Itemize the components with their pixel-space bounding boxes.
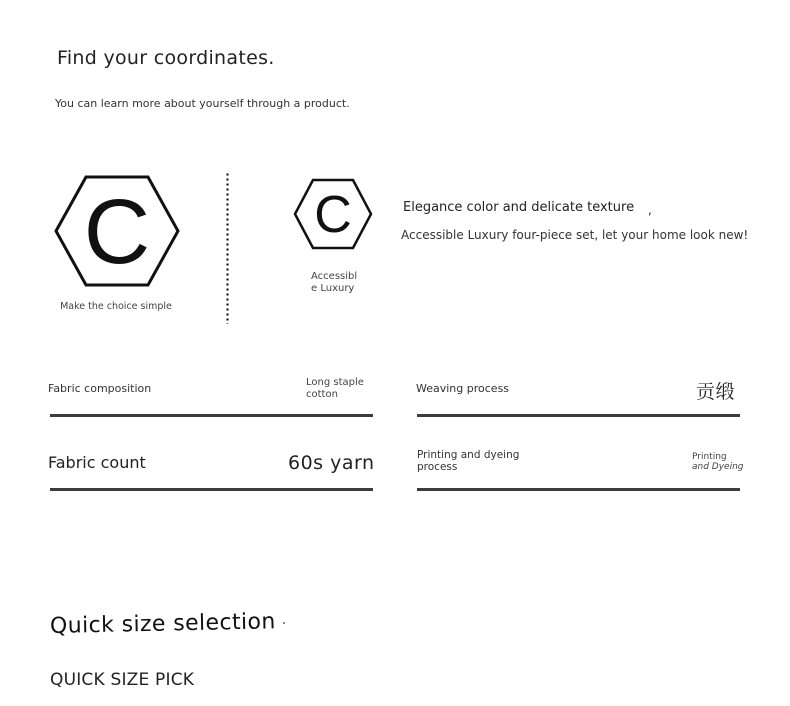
spec-value-fabric-composition: [306, 377, 364, 401]
spec-label-line1: Printing and dyeing: [417, 449, 520, 461]
spec-label-fabric-count: Fabric count: [48, 453, 146, 472]
c-hexagon-icon: [52, 173, 182, 289]
highlight-comma: ,: [648, 203, 652, 217]
spec-value-printing-dyeing: [692, 452, 744, 472]
spec-divider: [50, 414, 373, 417]
spec-value-line1: Long staple: [306, 377, 364, 388]
decorative-dot: [283, 622, 285, 624]
dotted-divider: [226, 172, 229, 324]
highlight-title: Elegance color and delicate texture: [403, 200, 635, 215]
badge-letter: C: [83, 181, 151, 283]
badge-letter-small: C: [314, 186, 352, 244]
spec-value-fabric-count: 60s yarn: [288, 452, 375, 474]
spec-divider: [417, 488, 740, 491]
spec-label-weaving-process: Weaving process: [416, 382, 510, 395]
quick-size-title: Quick size selection: [49, 609, 276, 639]
badge-small-caption: [311, 271, 371, 295]
spec-value-line2: cotton: [306, 389, 338, 400]
spec-label-printing-dyeing: [417, 449, 519, 473]
spec-label-fabric-composition: Fabric composition: [48, 382, 152, 395]
badge-small-caption-line2: e Luxury: [311, 283, 355, 294]
page-subtitle: You can learn more about yourself through a product.: [55, 97, 350, 110]
badge-caption: Make the choice simple: [60, 301, 172, 312]
quick-size-subtitle: QUICK SIZE PICK: [50, 670, 195, 690]
spec-divider: [417, 414, 740, 417]
page-title: Find your coordinates.: [57, 47, 275, 69]
badge-small-caption-line1: Accessibl: [311, 271, 358, 282]
spec-divider: [50, 488, 373, 491]
c-hexagon-icon-small: [292, 177, 374, 251]
spec-value-line1: Printing: [692, 452, 727, 462]
spec-label-line2: process: [417, 461, 458, 473]
spec-value-line2: and Dyeing: [692, 462, 744, 472]
spec-value-weaving-process: 贡缎: [696, 381, 736, 403]
highlight-description: Accessible Luxury four-piece set, let your home look new!: [401, 228, 749, 242]
